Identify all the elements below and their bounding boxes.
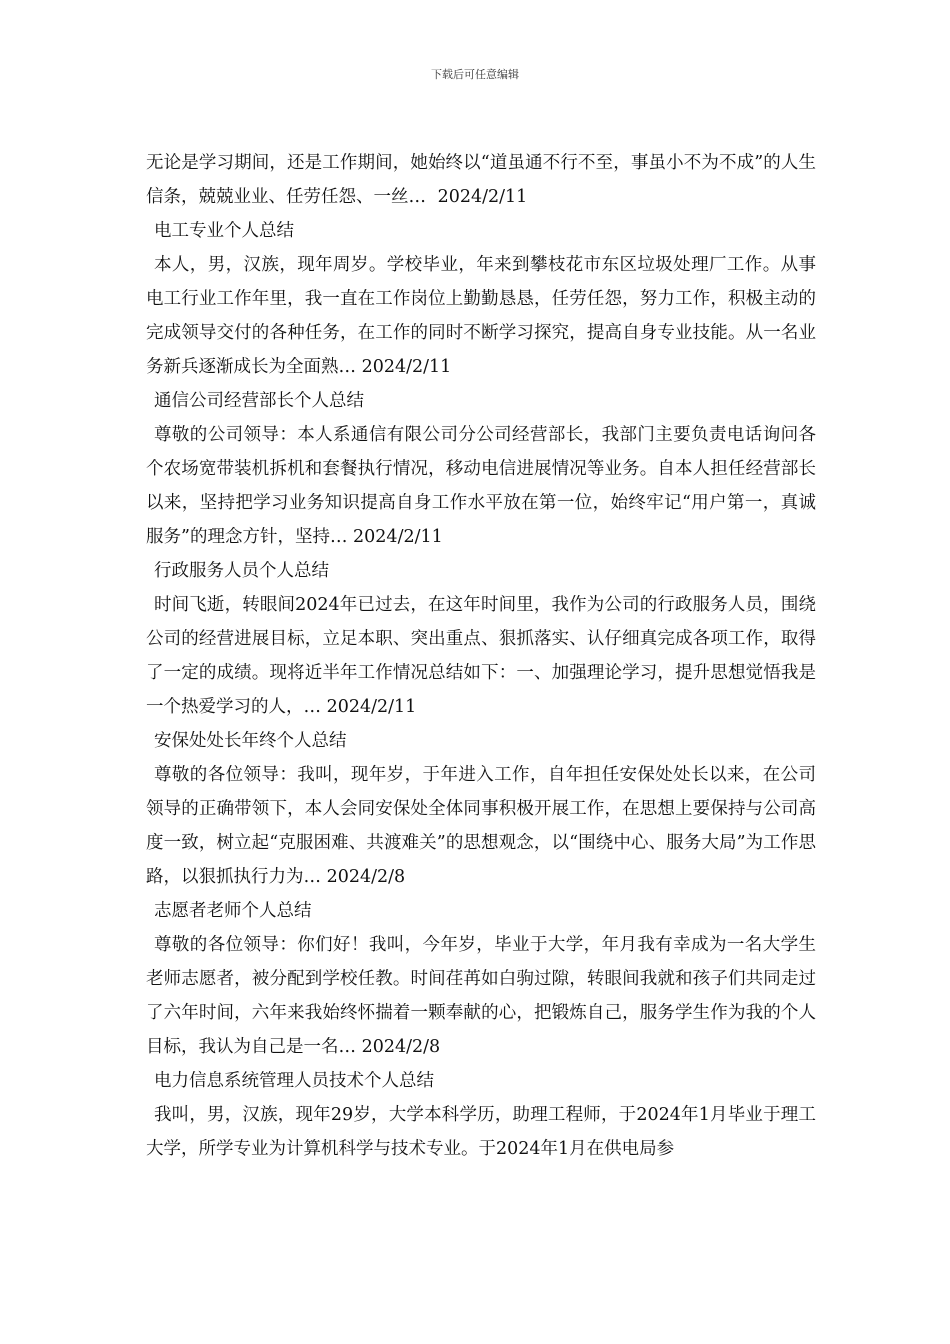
entry-body: 时间飞逝，转眼间2024年已过去，在这年时间里，我作为公司的行政服务人员，围绕公司的经营进展目标，立足本职、突出重点、狠抓落实、认仔细真完成各项工作，取得了一定的成绩。现将近半年工作情况总结如下：一、加强理论学习，提升思想觉悟我是一个热爱学习的人，…: [146, 595, 816, 717]
entry-body: 我叫，男，汉族，现年29岁，大学本科学历，助理工程师，于2024年1月毕业于理工大学，所学专业为计算机科学与技术专业。于2024年1月在供电局参: [146, 1105, 816, 1159]
entry: [146, 554, 816, 724]
entry-date: 2024/2/8: [326, 867, 406, 887]
entry: [146, 384, 816, 554]
entry: [146, 214, 816, 384]
entry: [146, 894, 816, 1064]
intro-paragraph: [146, 146, 816, 214]
page-header: [0, 66, 950, 82]
entry-title[interactable]: 电力信息系统管理人员技术个人总结: [154, 1071, 434, 1091]
entry-summary: [146, 758, 816, 894]
entry-summary: [146, 418, 816, 554]
entry-date: 2024/2/11: [361, 357, 452, 377]
entry-date: 2024/2/11: [326, 697, 417, 717]
entry-summary: [146, 588, 816, 724]
intro-text: 无论是学习期间，还是工作期间，她始终以“道虽通不行不至，事虽小不为不成”的人生信条，兢兢业业、任劳任怨、一丝…: [146, 153, 816, 207]
entry-title[interactable]: 行政服务人员个人总结: [154, 561, 329, 581]
intro-date: 2024/2/11: [437, 187, 528, 207]
entry-summary: [146, 248, 816, 384]
entry-title[interactable]: 电工专业个人总结: [154, 221, 294, 241]
entry-body: 尊敬的公司领导：本人系通信有限公司分公司经营部长，我部门主要负责电话询问各个农场宽带装机拆机和套餐执行情况，移动电信进展情况等业务。自本人担任经营部长以来，坚持把学习业务知识提高自身工作水平放在第一位，始终牢记“用户第一，真诚服务”的理念方针，坚持…: [146, 425, 816, 547]
header-text: 下载后可任意编辑: [431, 68, 519, 81]
entry-body: 本人，男，汉族，现年周岁。学校毕业，年来到攀枝花市东区垃圾处理厂工作。从事电工行业工作年里，我一直在工作岗位上勤勤恳恳，任劳任怨，努力工作，积极主动的完成领导交付的各种任务，在工作的同时不断学习探究，提高自身专业技能。从一名业务新兵逐渐成长为全面熟…: [146, 255, 816, 377]
document-body: [146, 146, 816, 1166]
entry-summary: [146, 1098, 816, 1166]
entry: [146, 724, 816, 894]
entry-body: 尊敬的各位领导：我叫，现年岁，于年进入工作，自年担任安保处处长以来，在公司领导的正确带领下，本人会同安保处全体同事积极开展工作，在思想上要保持与公司高度一致，树立起“克服困难、共渡难关”的思想观念，以“围绕中心、服务大局”为工作思路，以狠抓执行力为…: [146, 765, 816, 887]
entry-date: 2024/2/11: [353, 527, 443, 547]
entry-summary: [146, 928, 816, 1064]
entry-body: 尊敬的各位领导：你们好！我叫，今年岁，毕业于大学，年月我有幸成为一名大学生老师志愿者，被分配到学校任教。时间荏苒如白驹过隙，转眼间我就和孩子们共同走过了六年时间，六年来我始终怀揣着一颗奉献的心，把锻炼自己，服务学生作为我的个人目标，我认为自己是一名…: [146, 935, 816, 1057]
entry-title[interactable]: 志愿者老师个人总结: [154, 901, 312, 921]
entry: [146, 1064, 816, 1166]
entry-date: 2024/2/8: [361, 1037, 441, 1057]
entry-title[interactable]: 通信公司经营部长个人总结: [154, 391, 364, 411]
entry-title[interactable]: 安保处处长年终个人总结: [154, 731, 347, 751]
